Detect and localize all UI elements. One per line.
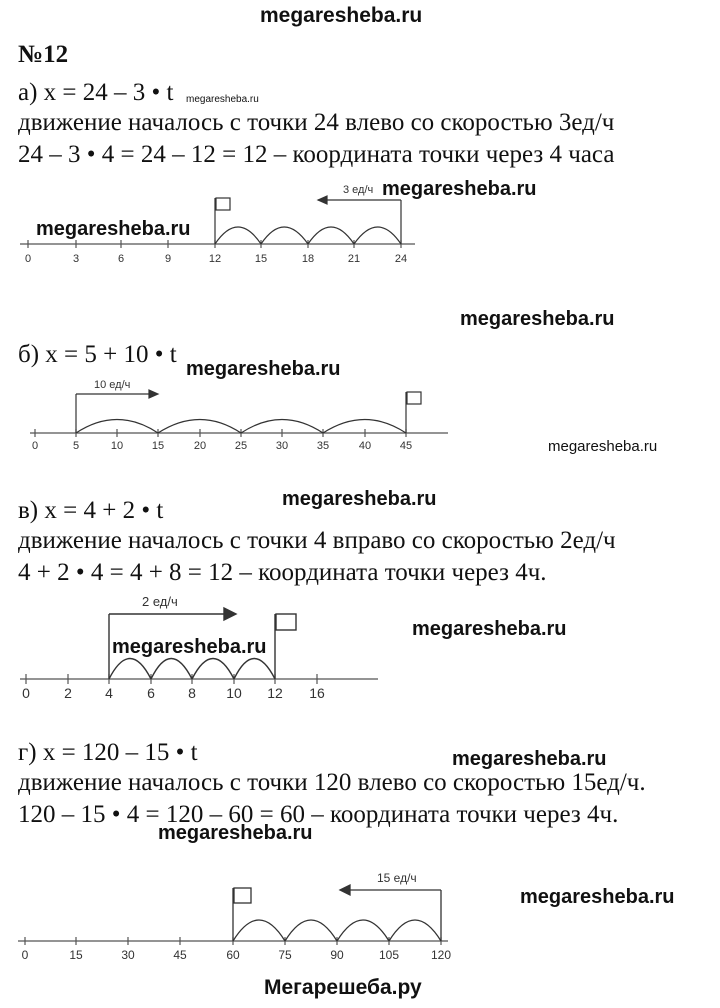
tick-label: 40 xyxy=(358,440,372,452)
part-c-text2: 4 + 2 • 4 = 4 + 8 = 12 – координата точки через 4ч. xyxy=(18,559,547,586)
part-a-text2: 24 – 3 • 4 = 24 – 12 = 12 – координата точки через 4 часа xyxy=(18,141,615,168)
watermark: megaresheba.ru xyxy=(186,94,259,105)
tick-label: 30 xyxy=(275,440,289,452)
number-line-d xyxy=(0,862,720,962)
tick-label: 15 xyxy=(151,440,165,452)
tick-label: 60 xyxy=(226,948,240,962)
tick-label: 105 xyxy=(378,948,400,962)
part-a-text1: движение началось с точки 24 влево со скоростью 3ед/ч xyxy=(18,109,615,136)
part-c-formula: в) x = 4 + 2 • t xyxy=(18,497,164,524)
tick-label: 15 xyxy=(69,948,83,962)
tick-label: 2 xyxy=(64,685,72,701)
number-line-c xyxy=(0,592,720,702)
tick-label: 9 xyxy=(164,253,172,265)
tick-label: 10 xyxy=(110,440,124,452)
watermark: megaresheba.ru xyxy=(382,178,537,200)
tick-label: 3 xyxy=(72,253,80,265)
tick-label: 8 xyxy=(188,685,196,701)
watermark: megaresheba.ru xyxy=(36,218,191,240)
tick-label: 16 xyxy=(309,685,325,701)
watermark: megaresheba.ru xyxy=(412,618,567,640)
tick-label: 5 xyxy=(72,440,80,452)
tick-label: 45 xyxy=(399,440,413,452)
part-c-text1: движение началось с точки 4 вправо со скоростью 2ед/ч xyxy=(18,527,616,554)
number-line-a xyxy=(0,182,720,272)
tick-label: 4 xyxy=(105,685,113,701)
tick-label: 18 xyxy=(301,253,315,265)
watermark: megaresheba.ru xyxy=(282,488,437,510)
tick-label: 120 xyxy=(430,948,452,962)
footer-site: Мегарешеба.ру xyxy=(264,976,422,999)
speed-label-d: 15 ед/ч xyxy=(377,871,417,885)
tick-label: 0 xyxy=(31,440,39,452)
tick-label: 10 xyxy=(226,685,242,701)
header-site: megaresheba.ru xyxy=(260,4,423,27)
watermark: megaresheba.ru xyxy=(460,308,615,330)
part-a-formula: а) x = 24 – 3 • t xyxy=(18,79,174,106)
part-d-text1: движение началось с точки 120 влево со скоростью 15ед/ч. xyxy=(18,769,646,796)
tick-label: 20 xyxy=(193,440,207,452)
watermark: megaresheba.ru xyxy=(112,636,267,658)
speed-label-c: 2 ед/ч xyxy=(142,594,178,609)
watermark: megaresheba.ru xyxy=(548,438,658,455)
problem-number: №12 xyxy=(18,41,69,68)
tick-label: 45 xyxy=(173,948,187,962)
tick-label: 24 xyxy=(394,253,408,265)
tick-label: 25 xyxy=(234,440,248,452)
tick-label: 75 xyxy=(278,948,292,962)
tick-label: 12 xyxy=(267,685,283,701)
tick-label: 6 xyxy=(117,253,125,265)
part-b-formula: б) x = 5 + 10 • t xyxy=(18,341,177,368)
watermark: megaresheba.ru xyxy=(158,822,313,844)
watermark: megaresheba.ru xyxy=(186,358,341,380)
tick-label: 35 xyxy=(316,440,330,452)
tick-label: 90 xyxy=(330,948,344,962)
tick-label: 12 xyxy=(208,253,222,265)
tick-label: 0 xyxy=(24,253,32,265)
speed-label-b: 10 ед/ч xyxy=(94,379,131,391)
tick-label: 21 xyxy=(347,253,361,265)
tick-label: 6 xyxy=(147,685,155,701)
tick-label: 0 xyxy=(21,948,29,962)
tick-label: 30 xyxy=(121,948,135,962)
watermark: megaresheba.ru xyxy=(520,886,675,908)
part-d-formula: г) x = 120 – 15 • t xyxy=(18,739,198,766)
watermark: megaresheba.ru xyxy=(452,748,607,770)
tick-label: 15 xyxy=(254,253,268,265)
tick-label: 0 xyxy=(22,685,30,701)
part-d-text2: 120 – 15 • 4 = 120 – 60 = 60 – координата точки через 4ч. xyxy=(18,801,619,828)
speed-label-a: 3 ед/ч xyxy=(343,184,374,196)
